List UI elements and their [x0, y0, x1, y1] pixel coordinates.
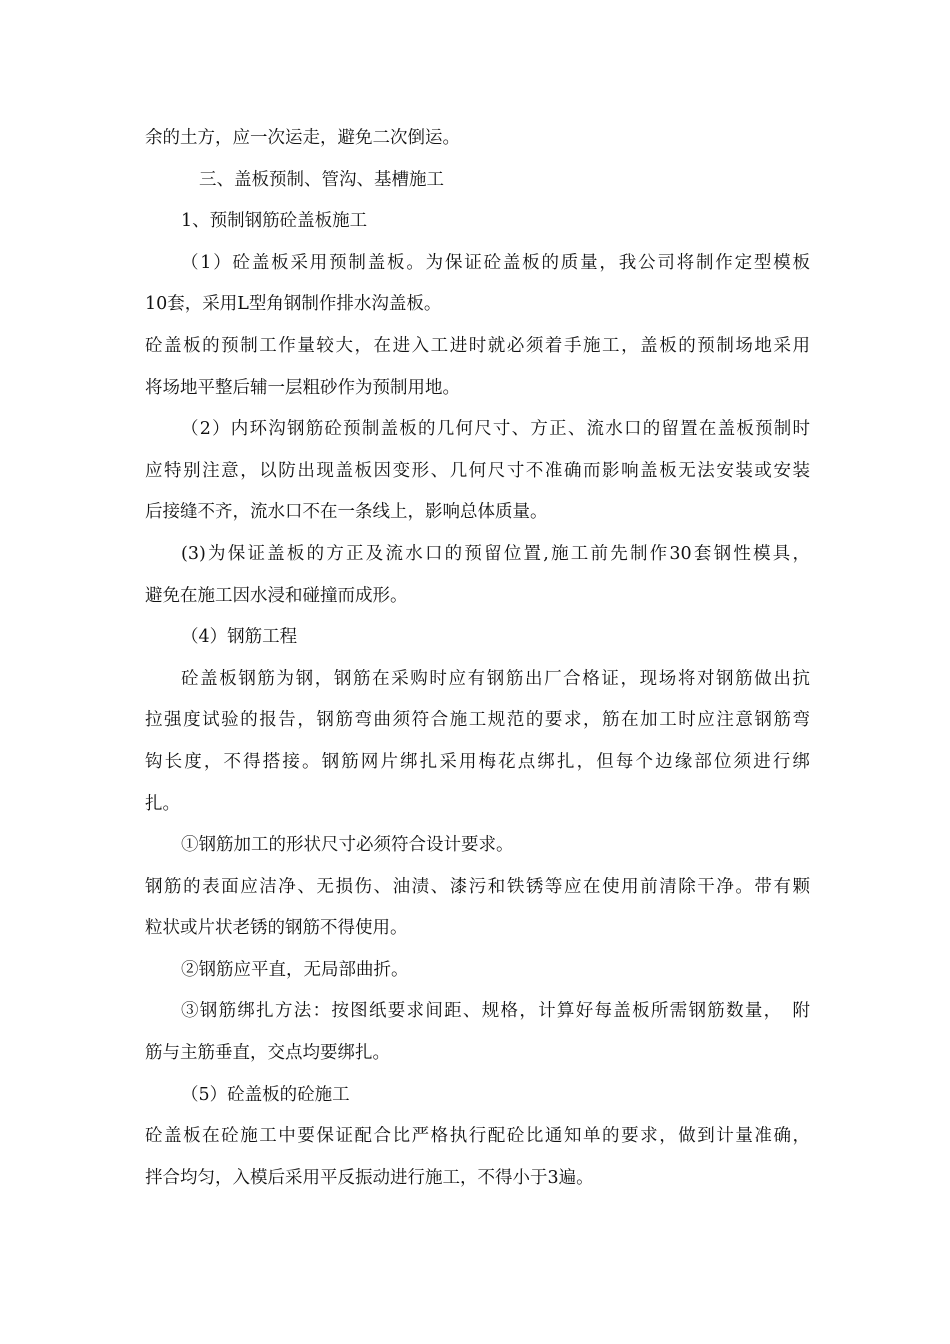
- text-line: 10套，采用L型角钢制作排水沟盖板。: [145, 294, 442, 315]
- text-line: 将场地平整后辅一层粗砂作为预制用地。: [145, 377, 460, 398]
- text-line: 钩长度，不得搭接。钢筋网片绑扎采用梅花点绑扎，但每个边缘部位须进行绑: [145, 751, 810, 772]
- subsection-heading: （4）钢筋工程: [181, 627, 298, 648]
- text-line: 扎。: [145, 793, 180, 814]
- text-line: 砼盖板在砼施工中要保证配合比严格执行配砼比通知单的要求，做到计量准确，: [145, 1126, 810, 1147]
- text-line: 砼盖板钢筋为钢，钢筋在采购时应有钢筋出厂合格证，现场将对钢筋做出抗: [181, 668, 810, 689]
- subsection-heading: 1、预制钢筋砼盖板施工: [181, 211, 368, 232]
- text-line: ③钢筋绑扎方法：按图纸要求间距、规格，计算好每盖板所需钢筋数量， 附: [181, 1001, 810, 1022]
- text-line: （2）内环沟钢筋砼预制盖板的几何尺寸、方正、流水口的留置在盖板预制时: [181, 419, 810, 440]
- subsection-heading: （5）砼盖板的砼施工: [181, 1084, 350, 1105]
- text-line: (3)为保证盖板的方正及流水口的预留位置,施工前先制作30套钢性模具，: [181, 543, 810, 564]
- section-heading: 三、盖板预制、管沟、基槽施工: [199, 169, 444, 190]
- text-line: 避免在施工因水浸和碰撞而成形。: [145, 585, 408, 606]
- text-line: 拉强度试验的报告，钢筋弯曲须符合施工规范的要求，筋在加工时应注意钢筋弯: [145, 710, 810, 731]
- text-line: 筋与主筋垂直，交点均要绑扎。: [145, 1043, 390, 1064]
- text-line: 粒状或片状老锈的钢筋不得使用。: [145, 918, 408, 939]
- text-line: 后接缝不齐，流水口不在一条线上，影响总体质量。: [145, 502, 548, 523]
- text-line: 钢筋的表面应洁净、无损伤、油渍、漆污和铁锈等应在使用前清除干净。带有颗: [145, 876, 810, 897]
- text-line: （1）砼盖板采用预制盖板。为保证砼盖板的质量，我公司将制作定型模板: [181, 252, 810, 273]
- document-body: [145, 118, 810, 1199]
- text-line: 砼盖板的预制工作量较大，在进入工进时就必须着手施工，盖板的预制场地采用: [145, 335, 810, 356]
- text-line: 应特别注意，以防出现盖板因变形、几何尺寸不准确而影响盖板无法安装或安装: [145, 460, 810, 481]
- text-line: 拌合均匀，入模后采用平反振动进行施工，不得小于3遍。: [145, 1167, 594, 1188]
- text-line: 余的土方，应一次运走，避免二次倒运。: [145, 128, 460, 148]
- text-line: ①钢筋加工的形状尺寸必须符合设计要求。: [181, 835, 514, 856]
- text-line: ②钢筋应平直，无局部曲折。: [181, 959, 409, 980]
